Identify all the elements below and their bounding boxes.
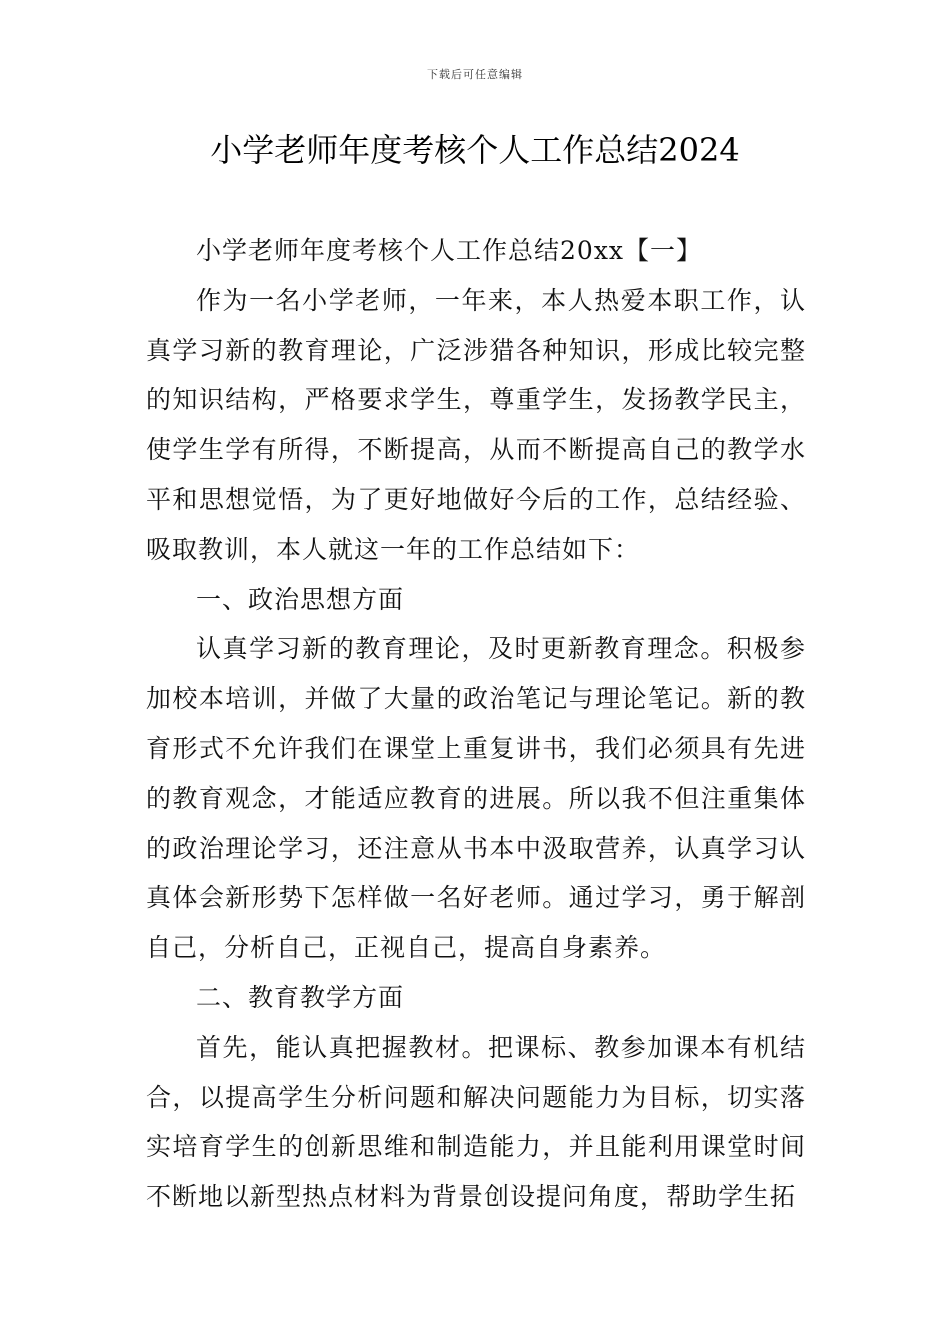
- section-heading-teaching: 二、教育教学方面: [196, 982, 405, 1012]
- intro-paragraph: 作为一名小学老师，一年来，本人热爱本职工作，认真学习新的教育理论，广泛涉猎各种知识，形成比较完整的知识结构，严格要求学生，尊重学生，发扬教学民主，使学生学有所得，不断提高，从而不断提高自己的教学水平和思想觉悟，为了更好地做好今后的工作，总结经验、吸取教训，本人就这一年的工作总结如下：: [146, 285, 806, 564]
- section-heading-part-one: 小学老师年度考核个人工作总结20xx【一】: [196, 236, 703, 265]
- politics-paragraph: 认真学习新的教育理论，及时更新教育理念。积极参加校本培训，并做了大量的政治笔记与理论笔记。新的教育形式不允许我们在课堂上重复讲书，我们必须具有先进的教育观念，才能适应教育的进展。所以我不但注重集体的政治理论学习，还注意从书本中汲取营养，认真学习认真体会新形势下怎样做一名好老师。通过学习，勇于解剖自己，分析自己，正视自己，提高自身素养。: [146, 634, 806, 963]
- section-heading-politics: 一、政治思想方面: [196, 584, 405, 614]
- teaching-paragraph: 首先，能认真把握教材。把课标、教参加课本有机结合，以提高学生分析问题和解决问题能力为目标，切实落实培育学生的创新思维和制造能力，并且能利用课堂时间不断地以新型热点材料为背景创设提问角度，帮助学生拓: [146, 1032, 806, 1212]
- document-body: [146, 226, 806, 1222]
- document-title: 小学老师年度考核个人工作总结2024: [210, 131, 740, 169]
- header-note: 下载后可任意编辑: [427, 68, 523, 81]
